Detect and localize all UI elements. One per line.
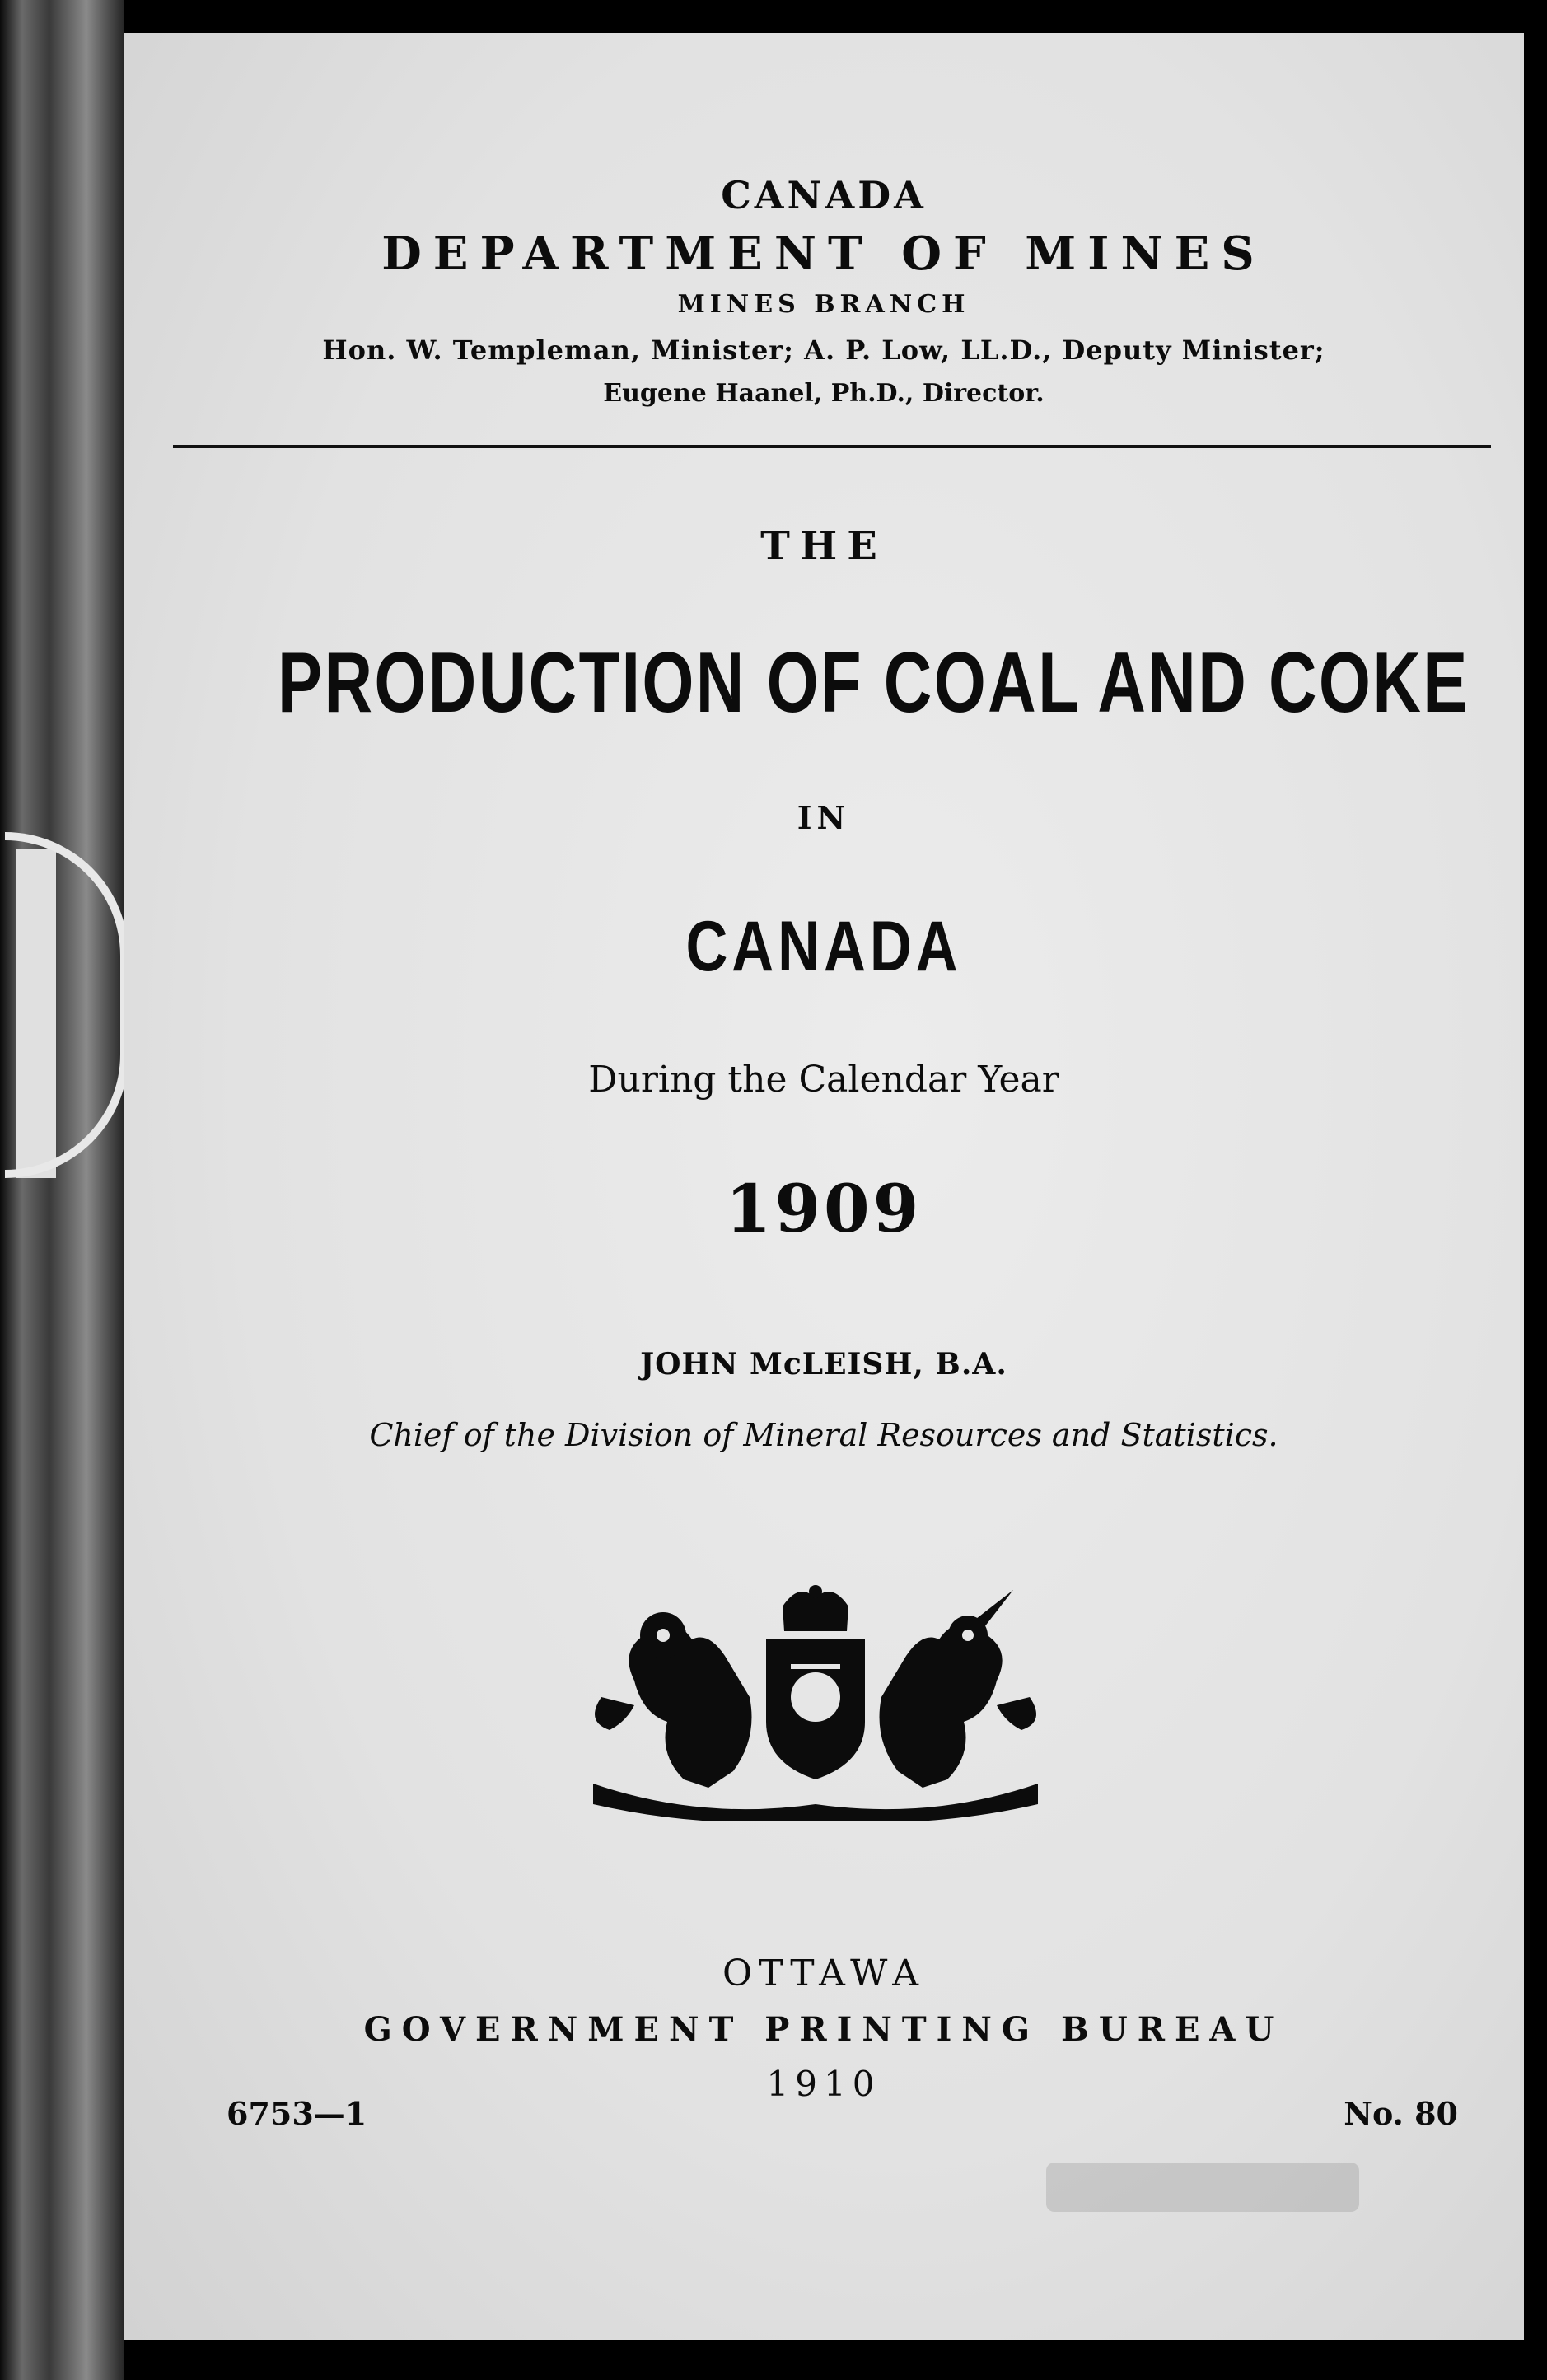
header-divider	[173, 445, 1491, 448]
author-position: Chief of the Division of Mineral Resources and Statistics.	[369, 1417, 1278, 1453]
subtitle-during: During the Calendar Year	[588, 1059, 1059, 1101]
author-name: JOHN McLEISH, B.A.	[640, 1347, 1007, 1382]
faded-stamp-mark	[1038, 2150, 1367, 2224]
title-preposition: IN	[797, 799, 851, 836]
header-branch: MINES BRANCH	[677, 290, 970, 319]
book-binding	[0, 0, 124, 2380]
document-title: PRODUCTION OF COAL AND COKE	[278, 635, 1470, 731]
header-country: CANADA	[721, 173, 927, 217]
subtitle-year: 1909	[725, 1170, 923, 1247]
imprint-year: 1910	[766, 2064, 881, 2104]
header-director: Eugene Haanel, Ph.D., Director.	[603, 379, 1045, 408]
title-article: THE	[760, 523, 887, 569]
imprint-city: OTTAWA	[722, 1952, 925, 1994]
document-number: 6753—1	[227, 2095, 367, 2132]
title-country: CANADA	[685, 907, 962, 986]
royal-coat-of-arms-icon	[585, 1582, 1046, 1821]
imprint-printer: GOVERNMENT PRINTING BUREAU	[363, 2010, 1284, 2049]
header-officials: Hon. W. Templeman, Minister; A. P. Low, LL.D., Deputy Minister;	[322, 334, 1325, 366]
header-department: DEPARTMENT OF MINES	[381, 227, 1266, 281]
title-page	[124, 33, 1524, 2340]
series-number: No. 80	[1344, 2095, 1458, 2132]
